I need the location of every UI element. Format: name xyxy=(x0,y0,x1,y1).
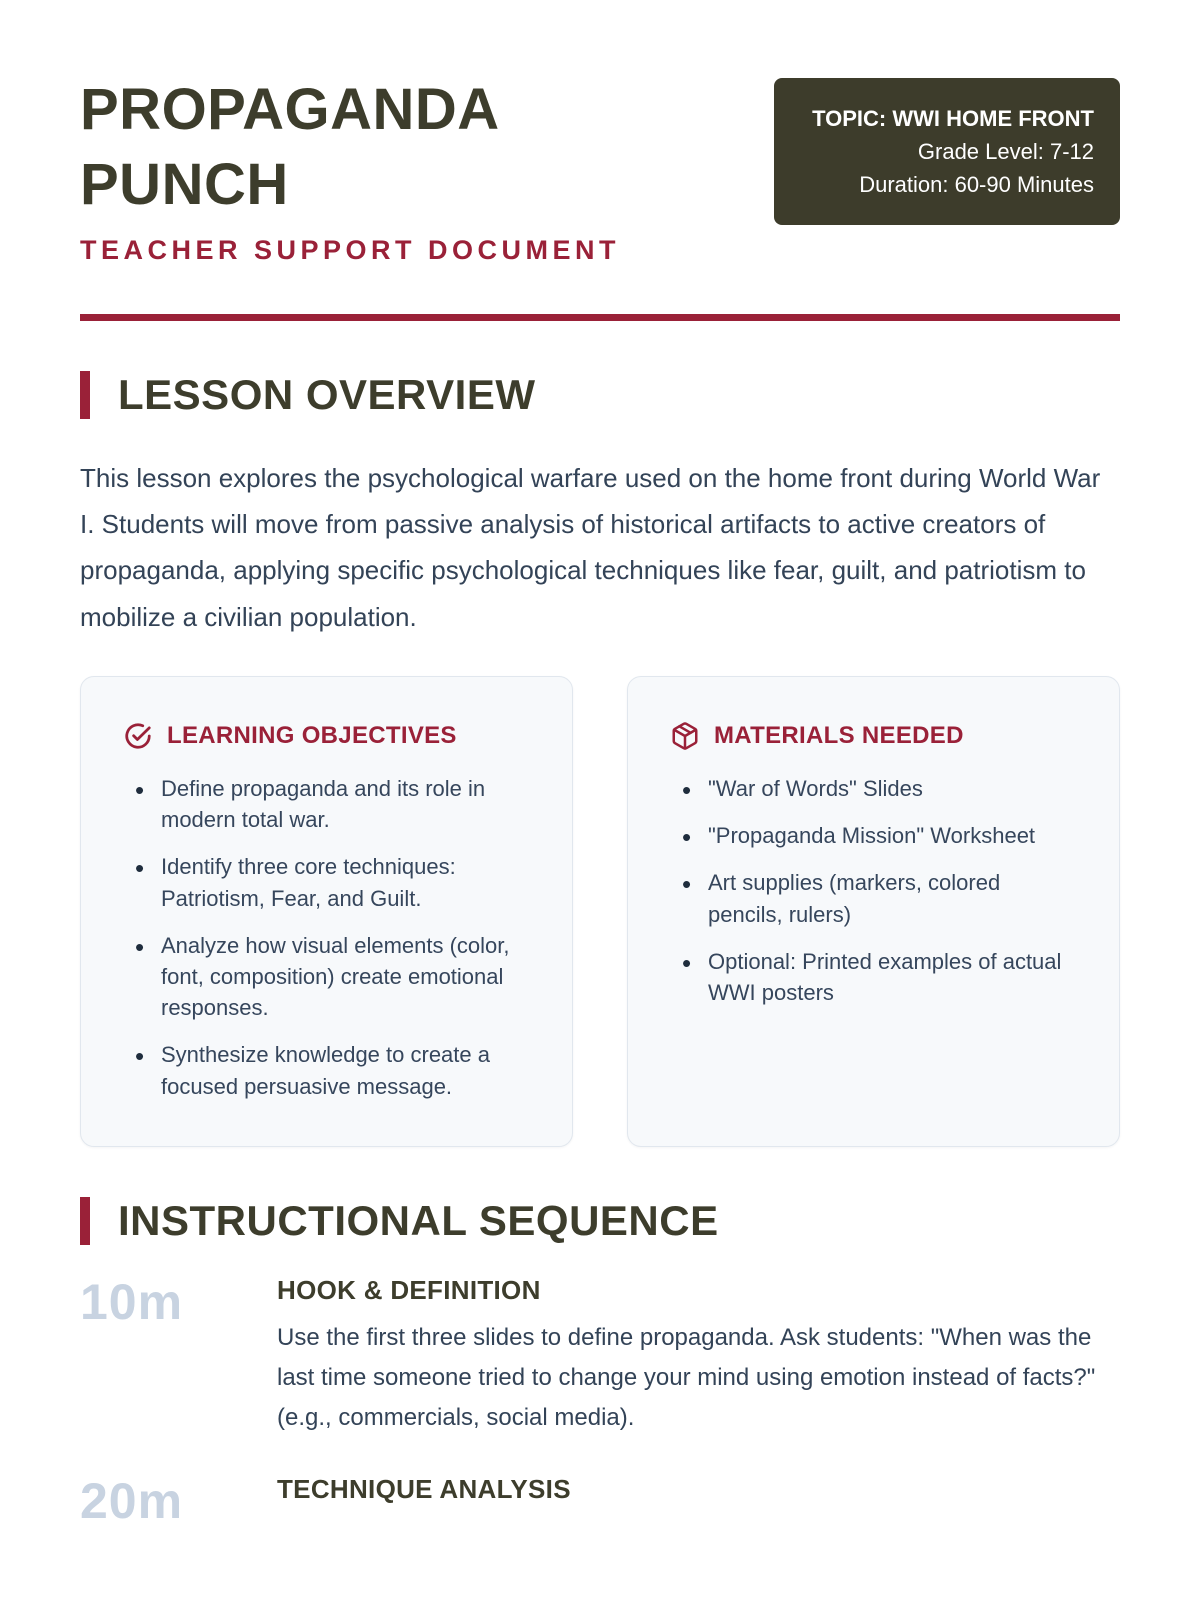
instructional-sequence-heading xyxy=(80,1197,1120,1245)
learning-objectives-title: LEARNING OBJECTIVES xyxy=(167,721,457,749)
list-item: • Identify three core techniques: Patriotism, Fear, and Guilt. xyxy=(123,851,530,913)
lesson-overview-heading-text: LESSON OVERVIEW xyxy=(118,370,536,418)
learning-objectives-card xyxy=(80,676,573,1147)
step-time-badge: 20m xyxy=(80,1473,184,1530)
materials-needed-header xyxy=(670,721,1077,751)
page-title-line1: PROPAGANDA xyxy=(80,77,500,142)
lesson-overview-body: This lesson explores the psychological warfare used on the home front during World War I. Students will move from passive analysis of historical artifacts to active creators of propaganda, applying specific psychological techniques like fear, guilt, and patriotism to mobilize a civilian population. xyxy=(80,462,1101,632)
topic-label: TOPIC: WWI HOME FRONT xyxy=(812,106,1094,131)
learning-objectives-list xyxy=(123,773,530,1102)
step-description: Use the first three slides to define propaganda. Ask students: "When was the last time someone tried to change your mind using emotion instead of facts?" (e.g., commercials, social media). xyxy=(277,1323,1096,1432)
list-item: • Synthesize knowledge to create a focused persuasive message. xyxy=(123,1039,530,1101)
materials-needed-title: MATERIALS NEEDED xyxy=(714,721,964,749)
heading-accent-bar xyxy=(80,371,90,419)
topic-info-box xyxy=(774,78,1120,225)
page-title xyxy=(80,72,620,223)
info-cards xyxy=(80,676,1120,1147)
page-subtitle: TEACHER SUPPORT DOCUMENT xyxy=(80,234,621,265)
grade-level-label: Grade Level: 7-12 xyxy=(917,139,1094,164)
package-icon xyxy=(670,721,700,751)
page-title-line2: PUNCH xyxy=(80,152,289,218)
step-hook-definition xyxy=(80,1275,1120,1438)
materials-needed-card xyxy=(627,676,1120,1147)
list-item: • Define propaganda and its role in modern total war. xyxy=(123,773,530,835)
instructional-steps xyxy=(80,1273,1120,1530)
list-item: • Optional: Printed examples of actual WWI posters xyxy=(670,946,1077,1008)
header-divider xyxy=(80,314,1120,321)
step-title: TECHNIQUE ANALYSIS xyxy=(277,1474,571,1505)
lesson-overview-heading xyxy=(80,371,1120,419)
title-block xyxy=(80,72,620,266)
instructional-sequence-heading-text: INSTRUCTIONAL SEQUENCE xyxy=(118,1196,719,1244)
list-item: • Analyze how visual elements (color, font, composition) create emotional responses. xyxy=(123,930,530,1024)
step-body xyxy=(277,1275,1120,1438)
duration-label: Duration: 60-90 Minutes xyxy=(859,172,1094,197)
step-time-badge: 10m xyxy=(80,1273,184,1330)
heading-accent-bar xyxy=(80,1197,90,1245)
learning-objectives-header xyxy=(123,721,530,751)
check-circle-icon xyxy=(123,721,153,751)
list-item: • "Propaganda Mission" Worksheet xyxy=(670,820,1077,851)
document-header xyxy=(80,72,1120,266)
list-item: • "War of Words" Slides xyxy=(670,773,1077,804)
materials-needed-list xyxy=(670,773,1077,1008)
step-body xyxy=(277,1474,1120,1526)
step-title: HOOK & DEFINITION xyxy=(277,1274,541,1305)
list-item: • Art supplies (markers, colored pencils, rulers) xyxy=(670,867,1077,929)
step-technique-analysis xyxy=(80,1473,1120,1530)
